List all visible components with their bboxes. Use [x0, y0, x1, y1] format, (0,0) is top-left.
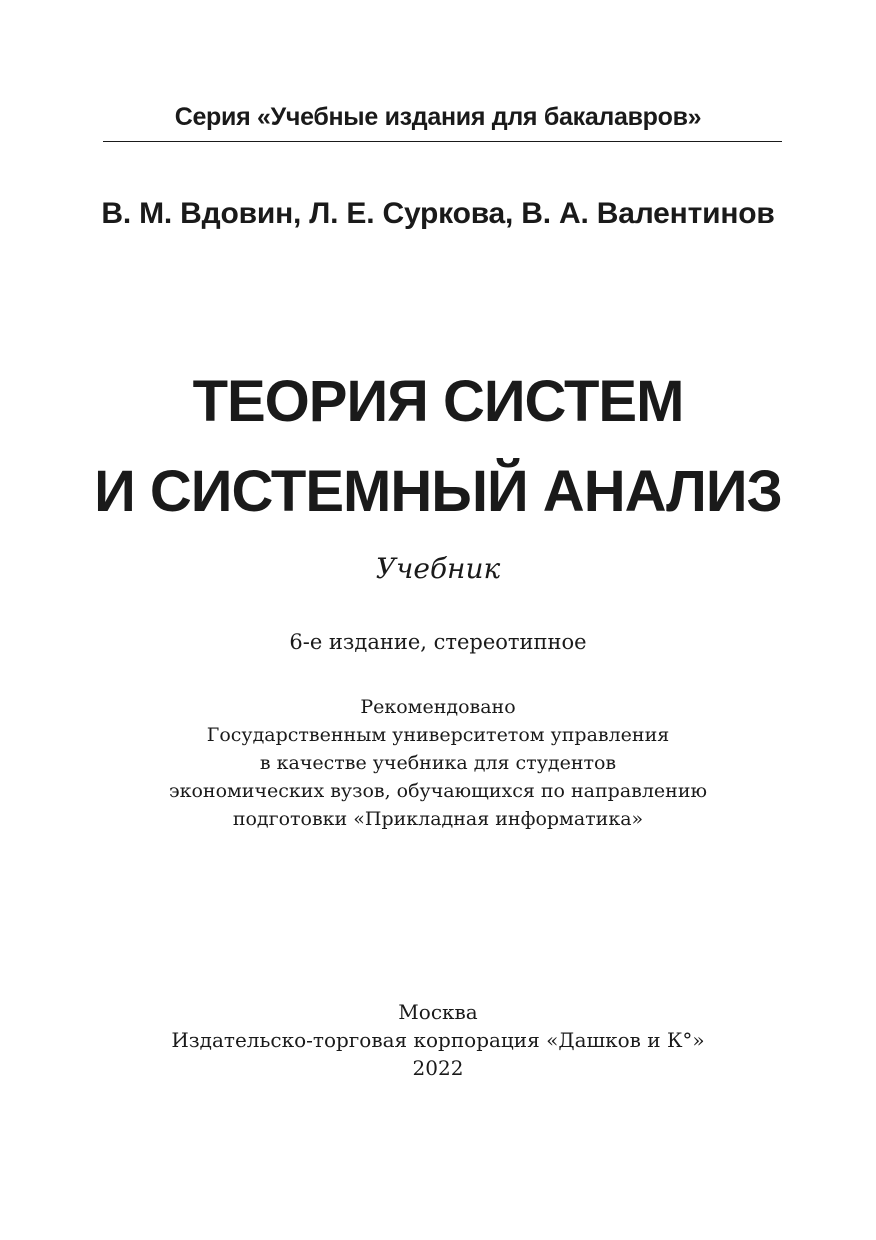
- header-divider: [103, 141, 782, 142]
- book-title-line-1: ТЕОРИЯ СИСТЕМ: [192, 369, 684, 434]
- authors-line: В. М. Вдовин, Л. Е. Суркова, В. А. Валентинов: [101, 197, 775, 230]
- book-title-line-2: И СИСТЕМНЫЙ АНАЛИЗ: [94, 459, 782, 524]
- recommendation-line-4: экономических вузов, обучающихся по направлению: [168, 780, 708, 802]
- recommendation-line-5: подготовки «Прикладная информатика»: [232, 808, 644, 830]
- imprint-city: Москва: [398, 1000, 478, 1024]
- book-title: [0, 357, 876, 537]
- series-heading: Серия «Учебные издания для бакалавров»: [174, 103, 702, 131]
- recommendation-line-2: Государственным университетом управления: [206, 724, 670, 746]
- imprint-block: [0, 998, 876, 1082]
- imprint-publisher: Издательско-торговая корпорация «Дашков и К°»: [171, 1028, 705, 1052]
- imprint-year: 2022: [412, 1056, 464, 1080]
- edition-note: 6-е издание, стереотипное: [289, 630, 587, 654]
- book-subtitle: Учебник: [375, 552, 501, 585]
- recommendation-block: [0, 693, 876, 833]
- recommendation-line-1: Рекомендовано: [360, 696, 516, 718]
- recommendation-line-3: в качестве учебника для студентов: [259, 752, 617, 774]
